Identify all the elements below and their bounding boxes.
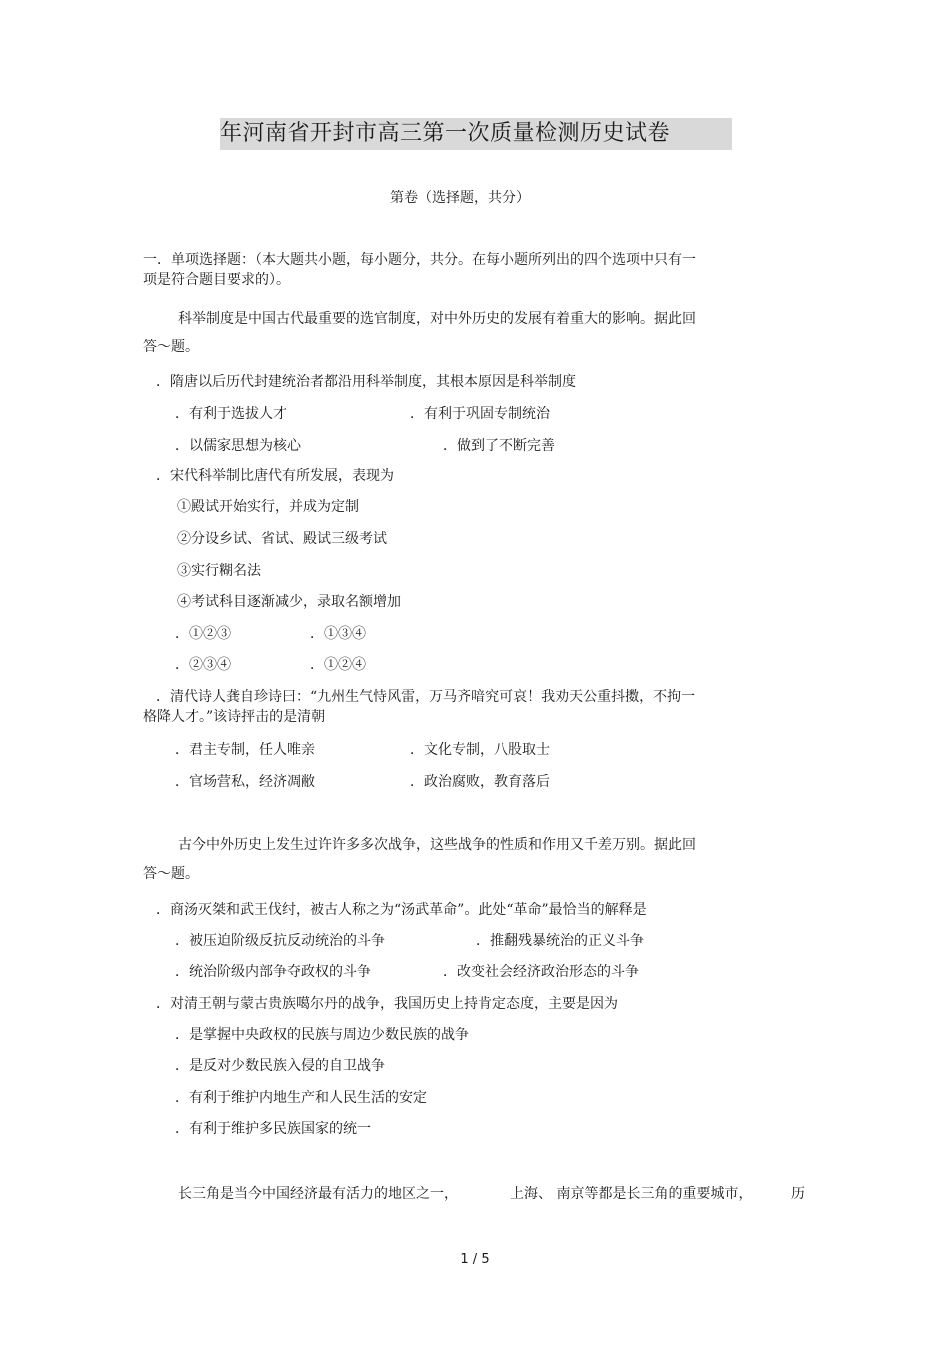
question-2-option-c: ．②③④: [175, 657, 231, 673]
passage-3-part-3: 历: [791, 1186, 805, 1202]
question-2-stem: ．宋代科举制比唐代有所发展，表现为: [156, 468, 394, 484]
question-4-option-b: ．推翻残暴统治的正义斗争: [476, 933, 644, 949]
question-1-option-b: ．有利于巩固专制统治: [410, 406, 550, 422]
page-number: 1 / 5: [460, 1252, 490, 1267]
question-3-option-d: ．政治腐败，教育落后: [410, 774, 550, 790]
question-2-option-a: ．①②③: [175, 626, 231, 642]
question-3-option-a: ．君主专制，任人唯亲: [175, 742, 315, 758]
instructions-line-2: 项是符合题目要求的）。: [143, 272, 290, 288]
instructions-line-1: 一．单项选择题：（本大题共小题，每小题分，共分。在每小题所列出的四个选项中只有一: [143, 252, 696, 268]
question-5-option-d: ．有利于维护多民族国家的统一: [175, 1121, 371, 1137]
question-4-option-a: ．被压迫阶级反抗反动统治的斗争: [175, 933, 385, 949]
question-1-option-c: ．以儒家思想为核心: [175, 438, 301, 454]
question-4-option-d: ．改变社会经济政治形态的斗争: [443, 964, 639, 980]
question-2-statement-2: ②分设乡试、省试、殿试三级考试: [177, 531, 387, 547]
question-5-option-a: ．是掌握中央政权的民族与周边少数民族的战争: [175, 1027, 469, 1043]
question-2-statement-3: ③实行糊名法: [177, 563, 261, 579]
question-1-option-d: ．做到了不断完善: [443, 438, 555, 454]
passage-2-line-1: 古今中外历史上发生过许许多多次战争，这些战争的性质和作用又千差万别。据此回: [178, 837, 696, 853]
question-4-option-c: ．统治阶级内部争夺政权的斗争: [175, 964, 371, 980]
section-title: 第卷（选择题，共分）: [390, 190, 530, 206]
question-5-option-c: ．有利于维护内地生产和人民生活的安定: [175, 1090, 427, 1106]
question-3-option-c: ．官场营私，经济凋敝: [175, 774, 315, 790]
question-3-option-b: ．文化专制，八股取士: [410, 742, 550, 758]
question-3-stem-line-1: ．清代诗人龚自珍诗曰：“九州生气恃风雷，万马齐喑究可哀！我劝天公重抖擞，不拘一: [156, 689, 696, 705]
question-1-stem: ．隋唐以后历代封建统治者都沿用科举制度，其根本原因是科举制度: [156, 374, 576, 390]
question-2-option-d: ．①②④: [310, 657, 366, 673]
question-1-option-a: ．有利于选拔人才: [175, 406, 287, 422]
question-2-statement-1: ①殿试开始实行，并成为定制: [177, 499, 359, 515]
passage-1-line-2: 答～题。: [143, 339, 199, 355]
question-5-stem: ．对清王朝与蒙古贵族噶尔丹的战争，我国历史上持肯定态度，主要是因为: [156, 996, 618, 1012]
passage-3-part-2: 上海、 南京等都是长三角的重要城市，: [510, 1186, 753, 1202]
question-3-stem-line-2: 格降人才。”该诗抨击的是清朝: [143, 709, 326, 725]
question-4-stem: ．商汤灭桀和武王伐纣，被古人称之为“汤武革命”。此处“革命”最恰当的解释是: [156, 902, 647, 918]
passage-2-line-2: 答～题。: [143, 866, 199, 882]
question-5-option-b: ．是反对少数民族入侵的自卫战争: [175, 1058, 385, 1074]
question-2-statement-4: ④考试科目逐渐减少，录取名额增加: [177, 594, 401, 610]
passage-3-part-1: 长三角是当今中国经济最有活力的地区之一，: [178, 1186, 458, 1202]
passage-1-line-1: 科举制度是中国古代最重要的选官制度，对中外历史的发展有着重大的影响。据此回: [178, 311, 696, 327]
exam-title: 年河南省开封市高三第一次质量检测历史试卷: [220, 118, 732, 150]
question-2-option-b: ．①③④: [310, 626, 366, 642]
